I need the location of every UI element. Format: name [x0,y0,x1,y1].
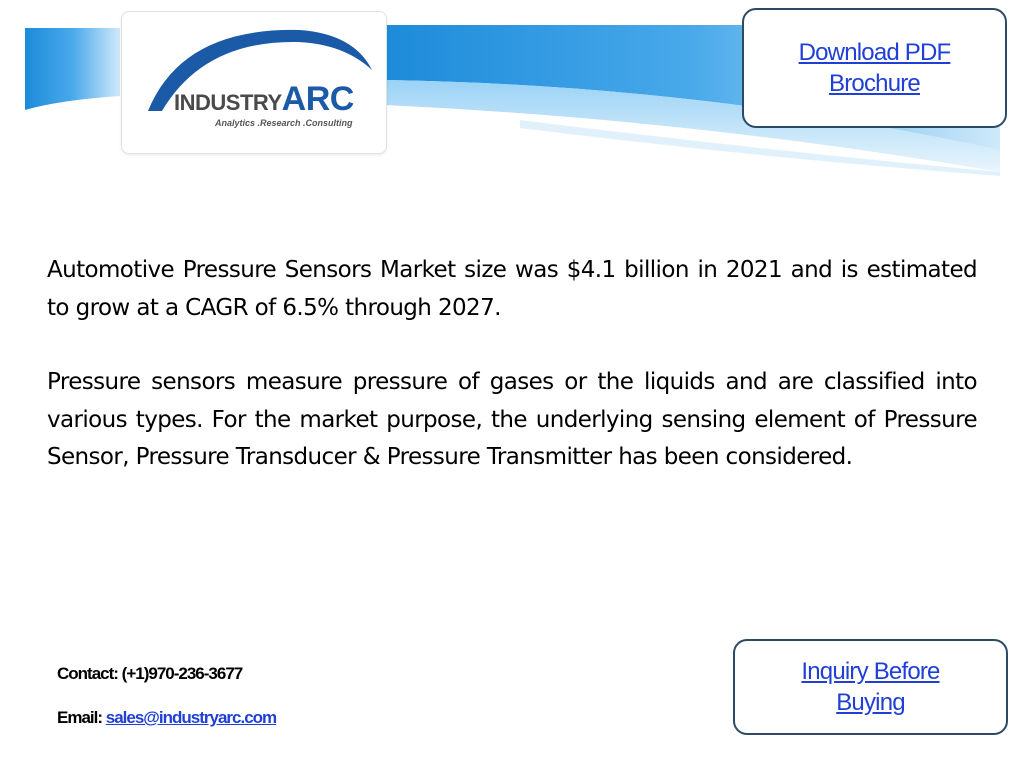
logo-brand-text: INDUSTRY [174,90,282,115]
download-label-line2: Brochure [829,70,920,97]
inquiry-label-line2: Buying [836,689,905,716]
logo-tagline: Analytics .Research .Consulting [215,118,353,128]
description-paragraph: Pressure sensors measure pressure of gases or the liquids and are classified into various types. For the market purpose, the underlying sensing element of Pressure Sensor, Pressure Transducer & Pressure Transmitter has been considered. [47,369,977,470]
contact-label: Contact: (+1) [57,664,149,683]
download-brochure-button[interactable] [742,8,1007,128]
email-label: Email: [57,708,103,727]
market-size-paragraph: Automotive Pressure Sensors Market size was $4.1 billion in 2021 and is estimated to grow at a CAGR of 6.5% through 2027. [47,257,977,321]
main-content [47,252,977,514]
download-brochure-link[interactable] [799,37,951,99]
logo-brand-accent-text: ARC [281,80,354,118]
company-logo [121,11,387,154]
contact-number: 970-236-3677 [148,664,243,683]
contact-line [57,664,242,684]
email-line [57,708,276,728]
email-link[interactable]: sales@industryarc.com [105,708,277,727]
download-label-line1: Download PDF [798,39,951,66]
inquiry-before-buying-button[interactable] [733,639,1008,735]
inquiry-label-line1: Inquiry Before [801,658,940,685]
logo-wordmark [174,80,354,119]
inquiry-link[interactable] [801,656,939,718]
